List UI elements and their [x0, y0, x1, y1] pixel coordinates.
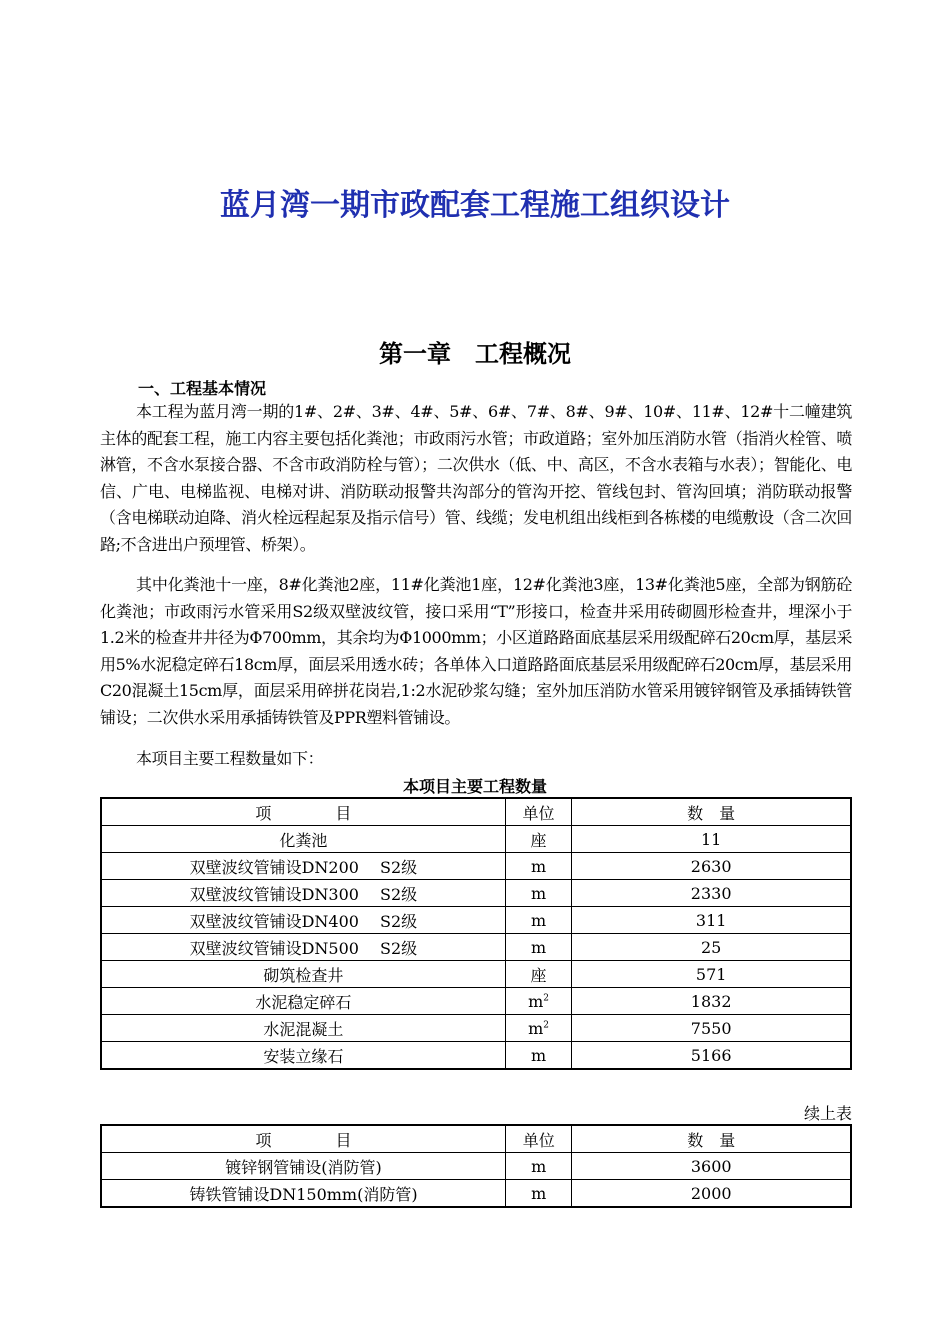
cell-unit	[505, 880, 572, 907]
quantity-table	[100, 797, 852, 1070]
paragraph-details: 其中化粪池十一座，8#化粪池2座，11#化粪池1座，12#化粪池3座，13#化粪池5座，全部为钢筋砼化粪池；市政雨污水管采用S2级双壁波纹管，接口采用“T”形接口，检查井采用砖砌圆形检查井，埋深小于1.2米的检查井井径为Φ700mm，其余均为Φ1000mm；小区道路路面底基层采用级配碎石20cm厚，基层采用5%水泥稳定碎石18cm厚，面层采用透水砖；各单体入口道路路面底基层采用级配碎石20cm厚，基层采用C20混凝土15cm厚，面层采用碎拼花岗岩,1:2水泥砂浆勾缝；室外加压消防水管采用镀锌钢管及承插铸铁管铺设；二次供水采用承插铸铁管及PPR塑料管铺设。	[100, 575, 852, 727]
cell-quantity: 3600	[572, 1153, 851, 1180]
cell-quantity: 311	[572, 907, 851, 934]
cell-unit	[505, 988, 572, 1015]
section-heading: 一、工程基本情况	[138, 379, 267, 398]
table-row	[101, 907, 851, 934]
header-item: 项 目	[101, 798, 505, 826]
table-row	[101, 1153, 851, 1180]
cell-quantity: 11	[572, 826, 851, 853]
cell-item: 双壁波纹管铺设DN200 S2级	[101, 853, 505, 880]
cell-unit	[505, 826, 572, 853]
cell-quantity: 2000	[572, 1180, 851, 1208]
continued-label: 续上表	[803, 1104, 852, 1123]
cell-unit	[505, 1180, 571, 1208]
table-row	[101, 1180, 851, 1208]
cell-quantity: 2330	[572, 880, 851, 907]
table-row	[101, 961, 851, 988]
table-caption: 本项目主要工程数量	[402, 777, 547, 796]
cell-unit-text: m	[530, 910, 547, 930]
cell-quantity: 2630	[572, 853, 851, 880]
cell-quantity: 1832	[572, 988, 851, 1015]
chapter-title: 第一章 工程概况	[379, 340, 571, 368]
paragraph-quantities-intro: 本项目主要工程数量如下：	[136, 749, 324, 768]
cell-quantity: 571	[572, 961, 851, 988]
header-quantity: 数 量	[572, 798, 851, 826]
cell-unit-text: m	[528, 1018, 544, 1038]
header-quantity: 数 量	[572, 1125, 851, 1153]
cell-unit-text: m	[530, 1045, 547, 1065]
cell-unit-text: m	[531, 1183, 547, 1203]
cell-unit	[505, 1015, 572, 1042]
table-row	[101, 826, 851, 853]
cell-item: 砌筑检查井	[101, 961, 505, 988]
table-header-row	[101, 1125, 851, 1153]
cell-unit-superscript: 2	[543, 993, 549, 1004]
cell-item: 双壁波纹管铺设DN500 S2级	[101, 934, 505, 961]
document-title: 蓝月湾一期市政配套工程施工组织设计	[220, 188, 730, 223]
cell-unit-text: 座	[530, 965, 547, 985]
cell-unit-text: m	[528, 991, 544, 1011]
cell-quantity: 7550	[572, 1015, 851, 1042]
cell-unit-text: m	[530, 883, 547, 903]
cell-item: 双壁波纹管铺设DN300 S2级	[101, 880, 505, 907]
table-row	[101, 880, 851, 907]
table-row	[101, 853, 851, 880]
table-row	[101, 1042, 851, 1070]
cell-item: 水泥混凝土	[101, 1015, 505, 1042]
cell-unit	[505, 1153, 571, 1180]
cell-unit	[505, 907, 572, 934]
quantity-table-continued	[100, 1124, 852, 1208]
header-unit: 单位	[505, 798, 572, 826]
cell-unit-text: 座	[530, 830, 547, 850]
cell-unit-text: m	[531, 1156, 547, 1176]
cell-unit-superscript: 2	[543, 1020, 549, 1031]
table-row	[101, 1015, 851, 1042]
cell-unit	[505, 1042, 572, 1070]
cell-unit-text: m	[530, 856, 547, 876]
cell-item: 化粪池	[101, 826, 505, 853]
cell-quantity: 25	[572, 934, 851, 961]
table-row	[101, 934, 851, 961]
cell-unit	[505, 853, 572, 880]
table-row	[101, 988, 851, 1015]
cell-unit	[505, 961, 572, 988]
cell-item: 安装立缘石	[101, 1042, 505, 1070]
cell-unit	[505, 934, 572, 961]
paragraph-scope: 本工程为蓝月湾一期的1#、2#、3#、4#、5#、6#、7#、8#、9#、10#、11#、12#十二幢建筑主体的配套工程，施工内容主要包括化粪池；市政雨污水管；市政道路；室外加压消防水管（指消火栓管、喷淋管，不含水泵接合器、不含市政消防栓与管）；二次供水（低、中、高区，不含水表箱与水表）；智能化、电信、广电、电梯监视、电梯对讲、消防联动报警共沟部分的管沟开挖、管线包封、管沟回填；消防联动报警（含电梯联动迫降、消火栓远程起泵及指示信号）管、线缆；发电机组出线柜到各栋楼的电缆敷设（含二次回路;不含进出户预埋管、桥架）。	[100, 402, 852, 554]
table-header-row	[101, 798, 851, 826]
cell-item: 水泥稳定碎石	[101, 988, 505, 1015]
cell-unit-text: m	[530, 937, 547, 957]
header-item: 项 目	[101, 1125, 505, 1153]
cell-item: 双壁波纹管铺设DN400 S2级	[101, 907, 505, 934]
cell-item: 铸铁管铺设DN150mm(消防管)	[101, 1180, 505, 1208]
cell-item: 镀锌钢管铺设(消防管)	[101, 1153, 505, 1180]
cell-quantity: 5166	[572, 1042, 851, 1070]
header-unit: 单位	[505, 1125, 571, 1153]
